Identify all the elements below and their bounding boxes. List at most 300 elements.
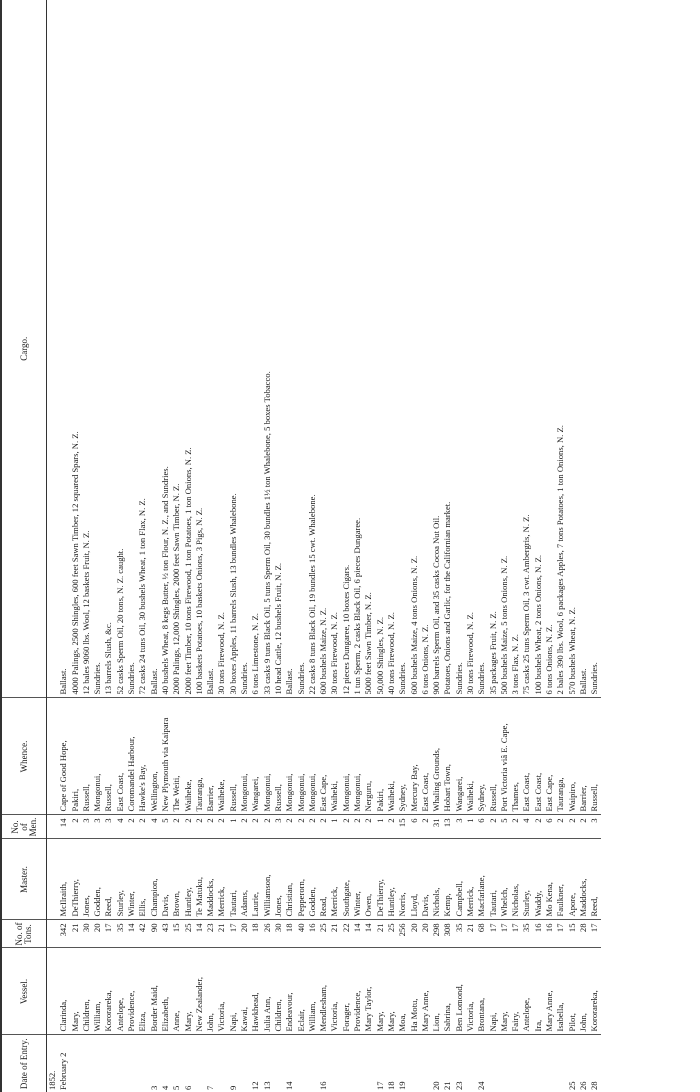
cell-whence: Mongonui, [296, 698, 307, 815]
cell-men: 6 [544, 815, 555, 839]
cell-master: Laurie, [250, 839, 261, 920]
cell-date: 7 [205, 1085, 216, 1090]
cell-master: Southgate, [341, 839, 352, 920]
cell-master: Mo Kena, [544, 839, 555, 920]
cell-whence: Wangarei, [250, 698, 261, 815]
table-row [567, 0, 578, 1092]
cell-men: 4 [521, 815, 532, 839]
cell-master: Jones, [81, 839, 92, 920]
cell-whence: Coromandel Harbour, [126, 698, 137, 815]
table-row [329, 0, 340, 1092]
cell-tons: 25 [386, 920, 397, 948]
cell-vessel: Anne, [171, 948, 182, 1035]
cell-cargo: 6 tons Limestone, N. Z. [250, 0, 261, 698]
cell-cargo: 3 tons Flax, N. Z. [510, 0, 521, 698]
cell-date: 6 [182, 1085, 193, 1090]
cell-date: 18 [385, 1081, 396, 1090]
cell-master: Tautari, [488, 839, 499, 920]
cell-master: Nichols, [431, 839, 442, 920]
cell-whence: New Plymouth via Kaipara [160, 698, 171, 815]
cell-cargo: Sundries. [126, 0, 137, 698]
cell-tons: 35 [521, 920, 532, 948]
cell-whence: Nerguru, [363, 698, 374, 815]
cell-vessel: Antelope, [115, 948, 126, 1035]
cell-cargo: 2000 feet Timber, 10 tons Firewood, 1 ton Potatoes, 1 ton Onions, N. Z. [183, 0, 194, 698]
cell-tons: 17 [510, 920, 521, 948]
cell-cargo: 100 baskets Potatoes, 10 baskets Onions, 3 Pigs, N. Z. [194, 0, 205, 698]
cell-whence: Pakiri, [70, 698, 81, 815]
cell-master: McIlraith, [58, 839, 69, 920]
cell-vessel: Mary, [70, 948, 81, 1035]
cell-vessel: Mary, [386, 948, 397, 1035]
cell-master: Maddocks, [578, 839, 589, 920]
cell-vessel: John, [578, 948, 589, 1035]
table-row [555, 0, 566, 1092]
cell-whence: Russell, [273, 698, 284, 815]
cell-vessel: Endeavour, [284, 948, 295, 1035]
cell-master: DeThierry, [375, 839, 386, 920]
cell-master: Brown, [171, 839, 182, 920]
header-tons: No. of Tons. [1, 920, 47, 948]
cell-whence: East Cape, [544, 698, 555, 815]
cell-date: 17 [374, 1081, 385, 1090]
header-date: Date of Entry. [1, 1035, 47, 1092]
cell-whence: Mongonui, [239, 698, 250, 815]
cell-men: 2 [194, 815, 205, 839]
cell-men: 2 [70, 815, 81, 839]
cell-cargo: 13 barrels Slush, &c. [103, 0, 114, 698]
cell-date [409, 1035, 420, 1092]
table-row [488, 0, 499, 1092]
table-row [465, 0, 476, 1092]
cell-whence: Waiheke, [183, 698, 194, 815]
cell-master: Norris, [397, 839, 408, 920]
cell-cargo: 22 casks 8 tuns Black Oil, 19 bundles 15 cwt. Whalebone. [307, 0, 318, 698]
table-row [533, 0, 544, 1092]
cell-tons: 20 [239, 920, 250, 948]
cell-whence: Tauranga, [555, 698, 566, 815]
table-row [397, 0, 408, 1092]
cell-cargo: 2 bales 390 lbs. Wool, 6 packages Apples, 7 tons Potatoes, 1 ton Onions, N. Z. [555, 0, 566, 698]
cell-master: Owen, [363, 839, 374, 920]
cell-tons: 90 [149, 920, 160, 948]
cell-date: 28 [589, 1081, 600, 1090]
cell-men: 2 [555, 815, 566, 839]
cell-tons: 308 [442, 920, 453, 948]
cell-cargo: Sundries. [296, 0, 307, 698]
table-row [578, 0, 589, 1092]
cell-cargo: Potatoes, Onions and Garlic, for the Californian market. [442, 0, 453, 698]
cell-vessel: Pilot, [567, 948, 578, 1035]
cell-date: 24 [476, 1081, 487, 1090]
table-row [205, 0, 216, 1092]
cell-cargo: Ballast. [578, 0, 589, 698]
cell-tons: 16 [533, 920, 544, 948]
cell-tons: 35 [115, 920, 126, 948]
cell-men: 2 [578, 815, 589, 839]
cell-cargo: Sundries. [476, 0, 487, 698]
cell-date [521, 1035, 532, 1092]
cell-whence: Hawke's Bay, [137, 698, 148, 815]
cell-whence: Mercury Bay, [409, 698, 420, 815]
cell-date: 9 [227, 1085, 238, 1090]
cell-vessel: John, [205, 948, 216, 1035]
cell-tons: 16 [544, 920, 555, 948]
cell-vessel: Forager, [341, 948, 352, 1035]
cell-vessel: Ben Lomond, [454, 948, 465, 1035]
cell-master: Campbell, [454, 839, 465, 920]
cell-date: 5 [171, 1085, 182, 1090]
cell-cargo: 6 tons Onions, N. Z. [420, 0, 431, 698]
cell-master: DeThierry, [70, 839, 81, 920]
table-row [58, 0, 69, 1092]
cell-vessel: Moa, [397, 948, 408, 1035]
table-row [544, 0, 555, 1092]
table-row [431, 0, 442, 1092]
cell-vessel: Eliza, [137, 948, 148, 1035]
cell-men: 2 [239, 815, 250, 839]
cell-master: Te Matuku, [194, 839, 205, 920]
table-row [81, 0, 92, 1092]
cell-men: 3 [81, 815, 92, 839]
cell-men: 1 [329, 815, 340, 839]
cell-cargo: 900 barrels Sperm Oil, and 35 casks Cocoa Nut Oil. [431, 0, 442, 698]
cell-whence: Mongonui, [307, 698, 318, 815]
cell-men: 4 [149, 815, 160, 839]
cell-vessel: Hawkhead, [250, 948, 261, 1035]
empty-cell [47, 0, 59, 698]
cell-whence: East Coast, [420, 698, 431, 815]
cell-tons: 17 [228, 920, 239, 948]
cell-tons: 17 [555, 920, 566, 948]
year-label: 1852. [47, 1070, 57, 1090]
table-row [273, 0, 284, 1092]
cell-men: 2 [567, 815, 578, 839]
cell-tons: 298 [431, 920, 442, 948]
cell-tons: 20 [409, 920, 420, 948]
cell-tons: 15 [567, 920, 578, 948]
cell-cargo: 4000 Palings, 2500 Shingles, 600 feet Sawn Timber, 12 squared Spars, N. Z. [70, 0, 81, 698]
cell-men: 14 [58, 815, 69, 839]
cell-vessel: Mary, [183, 948, 194, 1035]
cell-date: 13 [261, 1081, 272, 1090]
table-row [70, 0, 81, 1092]
cell-cargo: 12 pieces Dungaree, 10 boxes Cigars. [341, 0, 352, 698]
table-row [171, 0, 182, 1092]
table-row [521, 0, 532, 1092]
cell-master: Macfarlane, [476, 839, 487, 920]
cell-tons: 68 [476, 920, 487, 948]
cell-tons: 21 [329, 920, 340, 948]
cell-master: Sturley, [521, 839, 532, 920]
cell-cargo: Sundries. [397, 0, 408, 698]
cell-date [103, 1035, 114, 1092]
cell-master: Faulkner, [555, 839, 566, 920]
cell-tons: 20 [420, 920, 431, 948]
cell-vessel: Children, [273, 948, 284, 1035]
cell-master: Merrick, [465, 839, 476, 920]
cell-date [239, 1035, 250, 1092]
cell-whence: East Coast, [533, 698, 544, 815]
cell-tons: 40 [296, 920, 307, 948]
cell-date: 19 [397, 1081, 408, 1090]
cell-date [465, 1035, 476, 1092]
cell-vessel: Fairy, [510, 948, 521, 1035]
cell-date [296, 1035, 307, 1092]
cell-master: Merrick, [329, 839, 340, 920]
cell-master: Davis, [160, 839, 171, 920]
cell-master: Ellis, [137, 839, 148, 920]
cell-whence: Thames, [510, 698, 521, 815]
cell-master: Read, [318, 839, 329, 920]
cell-vessel: Isabella, [555, 948, 566, 1035]
cell-men: 2 [216, 815, 227, 839]
cell-master: Champion, [149, 839, 160, 920]
cell-date [126, 1035, 137, 1092]
cell-cargo: Ballast. [284, 0, 295, 698]
cell-vessel: Victoria, [216, 948, 227, 1035]
cell-date: 4 [159, 1085, 170, 1090]
table-row [307, 0, 318, 1092]
table-row [183, 0, 194, 1092]
header-whence: Whence. [1, 698, 47, 815]
cell-vessel: Kawai, [239, 948, 250, 1035]
cell-date [194, 1035, 205, 1092]
cell-date [81, 1035, 92, 1092]
cell-tons: 17 [103, 920, 114, 948]
table-row [115, 0, 126, 1092]
cell-vessel: Mary Taylor, [363, 948, 374, 1035]
cell-master: Winter, [126, 839, 137, 920]
cell-whence: East Cape, [318, 698, 329, 815]
cell-cargo: 30 tons Firewood, N. Z. [216, 0, 227, 698]
header-men: No. of Men. [1, 815, 47, 839]
cell-cargo: Sundries. [239, 0, 250, 698]
cell-men: 1 [375, 815, 386, 839]
cell-whence: The Weiti, [171, 698, 182, 815]
cell-men: 3 [589, 815, 600, 839]
cell-tons: 17 [589, 920, 600, 948]
cell-vessel: Elizabeth, [160, 948, 171, 1035]
cell-master: Pepperorn, [296, 839, 307, 920]
cell-master: Godden, [92, 839, 103, 920]
cell-master: Winter, [352, 839, 363, 920]
cell-master: Apore, [567, 839, 578, 920]
cell-men: 3 [103, 815, 114, 839]
cell-vessel: Providence, [352, 948, 363, 1035]
cell-cargo: 75 casks 25 tuns Sperm Oil, 3 cwt. Ambergris, N. Z. [521, 0, 532, 698]
cell-master: Whelch, [499, 839, 510, 920]
cell-tons: 25 [318, 920, 329, 948]
cell-cargo: 12 bales 9060 lbs. Wool, 12 baskets Fruit, N. Z. [81, 0, 92, 698]
cell-vessel: Napi, [228, 948, 239, 1035]
cell-whence: Mongonui, [262, 698, 273, 815]
cell-tons: 20 [92, 920, 103, 948]
cell-men: 2 [386, 815, 397, 839]
cell-cargo: 1 tun Sperm, 2 casks Black Oil, 6 pieces Dungaree. [352, 0, 363, 698]
cell-cargo: 52 casks Sperm Oil, 20 tons, N. Z. caught. [115, 0, 126, 698]
table-row [149, 0, 160, 1092]
cell-tons: 43 [160, 920, 171, 948]
cell-tons: 15 [171, 920, 182, 948]
header-row [1, 0, 47, 1092]
cell-vessel: New Zealander, [194, 948, 205, 1035]
cell-date [115, 1035, 126, 1092]
cell-tons: 21 [375, 920, 386, 948]
empty-cell [47, 948, 59, 1035]
table-row [126, 0, 137, 1092]
table-row [442, 0, 453, 1092]
cell-vessel: Julia Ann, [262, 948, 273, 1035]
cell-whence: Russell, [589, 698, 600, 815]
cell-men: 2 [296, 815, 307, 839]
cell-tons: 256 [397, 920, 408, 948]
cell-cargo: 50,000 Shingles, N. Z. [375, 0, 386, 698]
cell-vessel: Mendlesham, [318, 948, 329, 1035]
cell-men: 3 [92, 815, 103, 839]
table-row [375, 0, 386, 1092]
table-row [499, 0, 510, 1092]
empty-cell [47, 839, 59, 920]
cell-master: Sturley, [115, 839, 126, 920]
cell-whence: Barrier, [578, 698, 589, 815]
table-row [250, 0, 261, 1092]
cell-tons: 23 [205, 920, 216, 948]
cell-date: 12 [250, 1081, 261, 1090]
cell-men: 2 [307, 815, 318, 839]
cell-tons: 30 [81, 920, 92, 948]
cell-whence: Tauranga, [194, 698, 205, 815]
cell-tons: 14 [126, 920, 137, 948]
cell-men: 2 [205, 815, 216, 839]
cell-vessel: Providence, [126, 948, 137, 1035]
cell-whence: East Coast, [521, 698, 532, 815]
cell-master: Maddocks, [205, 839, 216, 920]
cell-whence: Waiheke, [216, 698, 227, 815]
cell-whence: Waiheki, [329, 698, 340, 815]
cell-master: Lloyd, [409, 839, 420, 920]
cell-vessel: William, [307, 948, 318, 1035]
cell-master: Christian, [284, 839, 295, 920]
table-row [476, 0, 487, 1092]
cell-date [307, 1035, 318, 1092]
cell-men: 4 [115, 815, 126, 839]
cell-master: Nicholas, [510, 839, 521, 920]
cell-whence: Sydney, [476, 698, 487, 815]
table-row [137, 0, 148, 1092]
header-cargo: Cargo. [1, 0, 47, 698]
table-row [409, 0, 420, 1092]
cell-vessel: Border Maid, [149, 948, 160, 1035]
cell-cargo: 570 bushels Wheat, N. Z. [567, 0, 578, 698]
cell-men: 2 [183, 815, 194, 839]
cell-cargo: 30 tons Firewood, N. Z. [465, 0, 476, 698]
cell-men: 2 [352, 815, 363, 839]
cell-men: 5 [499, 815, 510, 839]
cell-date [533, 1035, 544, 1092]
cell-cargo: 30 boxes Apples, 11 barrels Slush, 13 bundles Whalebone. [228, 0, 239, 698]
table-row [420, 0, 431, 1092]
cell-vessel: Kororareka, [589, 948, 600, 1035]
cell-whence: Wellington, [149, 698, 160, 815]
cell-whence: Waiheki, [465, 698, 476, 815]
cell-tons: 28 [578, 920, 589, 948]
cell-date: 21 [442, 1081, 453, 1090]
cell-date [70, 1035, 81, 1092]
cell-date: 25 [566, 1081, 577, 1090]
cell-cargo: 10 head Cattle, 12 bushels Fruit, N. Z. [273, 0, 284, 698]
cell-tons: 30 [273, 920, 284, 948]
cell-whence: Barrier, [205, 698, 216, 815]
cell-vessel: Kororareka, [103, 948, 114, 1035]
cell-whence: Port Victoria viâ E. Cape, [499, 698, 510, 815]
table-row [341, 0, 352, 1092]
cell-cargo: 35 packages Fruit, N. Z. [488, 0, 499, 698]
cell-date [341, 1035, 352, 1092]
table-row [216, 0, 227, 1092]
cell-cargo: Sundries. [589, 0, 600, 698]
cell-vessel: Victoria, [329, 948, 340, 1035]
cell-master: Davis, [420, 839, 431, 920]
cell-cargo: Sundries. [92, 0, 103, 698]
cell-men: 3 [454, 815, 465, 839]
cell-whence: Hobart Town, [442, 698, 453, 815]
cell-men: 5 [160, 815, 171, 839]
table-row [284, 0, 295, 1092]
cell-whence: Sydney, [397, 698, 408, 815]
cell-vessel: Lion, [431, 948, 442, 1035]
cell-whence: Cape of Good Hope, [58, 698, 69, 815]
table-row [262, 0, 273, 1092]
cell-master: Huntley, [183, 839, 194, 920]
cell-date: 3 [148, 1085, 159, 1090]
cell-vessel: Victoria, [465, 948, 476, 1035]
cell-date [555, 1035, 566, 1092]
cell-master: Jones, [273, 839, 284, 920]
cell-vessel: Antelope, [521, 948, 532, 1035]
cell-men: 1 [228, 815, 239, 839]
cell-tons: 26 [262, 920, 273, 948]
cell-tons: 22 [341, 920, 352, 948]
cell-men: 2 [510, 815, 521, 839]
cell-whence: Pakiri, [375, 698, 386, 815]
cell-date [499, 1035, 510, 1092]
cell-men: 2 [341, 815, 352, 839]
cell-date [137, 1035, 148, 1092]
cell-men: 31 [431, 815, 442, 839]
cell-cargo: 500 bushels Maize, 5 tons Onions, N. Z. [499, 0, 510, 698]
cell-tons: 16 [307, 920, 318, 948]
cell-date: 26 [577, 1081, 588, 1090]
table-row [318, 0, 329, 1092]
cell-date: 23 [453, 1081, 464, 1090]
cell-tons: 21 [70, 920, 81, 948]
cell-date [363, 1035, 374, 1092]
cell-tons: 18 [250, 920, 261, 948]
cell-whence: East Coast, [115, 698, 126, 815]
cell-whence: Russell, [488, 698, 499, 815]
cell-master: Reed, [589, 839, 600, 920]
table-row [589, 0, 600, 1092]
cell-date [92, 1035, 103, 1092]
header-vessel: Vessel. [1, 948, 47, 1035]
header-master: Master. [1, 839, 47, 920]
cell-tons: 42 [137, 920, 148, 948]
empty-cell [47, 815, 59, 839]
cell-vessel: Napi, [488, 948, 499, 1035]
cell-tons: 25 [183, 920, 194, 948]
cell-men: 2 [488, 815, 499, 839]
